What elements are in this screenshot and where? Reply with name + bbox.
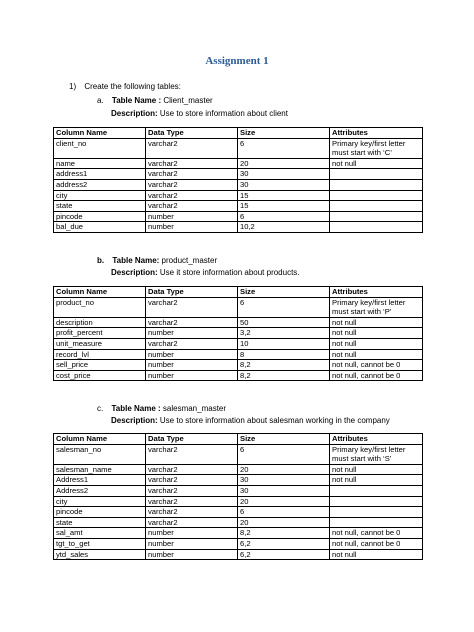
table-row [54,169,423,180]
intro-line [69,82,181,91]
table-row [54,317,423,328]
table-row [54,297,423,317]
table-cell: address1 [54,169,146,180]
table-row [54,222,423,233]
column-header: Size [238,434,330,445]
section-c-description [111,416,390,425]
table-cell: varchar2 [146,317,238,328]
table-cell: name [54,158,146,169]
table-cell: 3,2 [238,328,330,339]
table-cell: 6 [238,138,330,158]
description-label: Description: [111,416,158,425]
table-row [54,158,423,169]
table-cell: 10 [238,338,330,349]
table-cell: number [146,370,238,381]
column-header: Attributes [330,287,423,298]
table-cell: sell_price [54,360,146,371]
table-cell: city [54,496,146,507]
table-cell: 6 [238,444,330,464]
table-cell: not null, cannot be 0 [330,528,423,539]
table-cell: number [146,349,238,360]
table-cell: not null [330,475,423,486]
table-cell: number [146,328,238,339]
document-title: Assignment 1 [205,55,269,67]
table-row [54,360,423,371]
table-cell: Primary key/first letter must start with ‘P’ [330,297,423,317]
table-cell [330,517,423,528]
table-cell: address2 [54,179,146,190]
table-name-label: Table Name: [112,256,160,265]
table-cell: Primary key/first letter must start with ‘S’ [330,444,423,464]
table-cell: not null [330,158,423,169]
column-header: Data Type [146,287,238,298]
table-cell: 30 [238,169,330,180]
table-cell [330,211,423,222]
product-master-table [53,286,423,381]
table-row [54,179,423,190]
table-cell: varchar2 [146,496,238,507]
table-cell: 6,2 [238,549,330,560]
table-cell: varchar2 [146,169,238,180]
table-cell: varchar2 [146,464,238,475]
table-cell: state [54,517,146,528]
table-cell: city [54,190,146,201]
table-row [54,528,423,539]
table-cell: product_no [54,297,146,317]
table-cell: 20 [238,158,330,169]
column-header: Attributes [330,128,423,139]
table-cell: pincode [54,507,146,518]
table-cell: pincode [54,211,146,222]
table-name: Client_master [161,96,213,105]
table-row [54,485,423,496]
table-cell: tgt_to_get [54,538,146,549]
table-cell: number [146,222,238,233]
table-row [54,328,423,339]
table-cell: not null [330,328,423,339]
section-b-heading [97,256,217,265]
table-name: product_master [159,256,218,265]
table-cell [330,485,423,496]
table-cell: 20 [238,517,330,528]
table-cell [330,190,423,201]
table-cell: ytd_sales [54,549,146,560]
table-row [54,496,423,507]
table-row [54,138,423,158]
column-header: Attributes [330,434,423,445]
table-cell: 20 [238,496,330,507]
table-cell: varchar2 [146,297,238,317]
table-cell: 30 [238,475,330,486]
description-label: Description: [111,109,158,118]
table-cell: 50 [238,317,330,328]
table-cell: salesman_no [54,444,146,464]
client-master-table [53,127,423,233]
column-header: Size [238,287,330,298]
table-cell: 20 [238,464,330,475]
table-row [54,349,423,360]
section-a-heading [97,96,213,105]
table-cell: varchar2 [146,158,238,169]
table-cell [330,201,423,212]
table-cell: not null, cannot be 0 [330,370,423,381]
table-row [54,538,423,549]
table-cell: varchar2 [146,485,238,496]
section-letter: b. [97,256,105,265]
table-cell: varchar2 [146,201,238,212]
table-cell: record_lvl [54,349,146,360]
table-cell: 6 [238,211,330,222]
table-cell: number [146,360,238,371]
description-text: Use to store information about client [157,109,288,118]
column-header: Column Name [54,434,146,445]
section-c-heading [97,404,226,413]
table-cell: varchar2 [146,444,238,464]
column-header: Data Type [146,434,238,445]
table-cell: varchar2 [146,475,238,486]
table-cell: 10,2 [238,222,330,233]
table-row [54,211,423,222]
table-cell: Address1 [54,475,146,486]
table-name-label: Table Name : [111,96,162,105]
column-header: Column Name [54,128,146,139]
table-header-row [54,287,423,298]
table-cell: not null, cannot be 0 [330,538,423,549]
table-cell: salesman_name [54,464,146,475]
table-cell [330,507,423,518]
table-row [54,444,423,464]
table-cell: varchar2 [146,138,238,158]
table-row [54,370,423,381]
section-letter: a. [97,96,104,105]
table-cell: not null [330,317,423,328]
table-cell: not null [330,349,423,360]
table-cell: 15 [238,201,330,212]
table-header-row [54,434,423,445]
table-cell: varchar2 [146,507,238,518]
table-cell: state [54,201,146,212]
table-name: salesman_master [160,404,227,413]
table-cell: not null [330,549,423,560]
section-a-description [111,109,288,118]
description-label: Description: [111,268,158,277]
table-cell: varchar2 [146,190,238,201]
table-cell: 6 [238,507,330,518]
table-row [54,549,423,560]
table-cell: number [146,549,238,560]
table-row [54,475,423,486]
salesman-master-table [53,433,423,560]
table-cell: description [54,317,146,328]
table-cell: varchar2 [146,179,238,190]
table-cell: 30 [238,485,330,496]
table-cell: not null, cannot be 0 [330,360,423,371]
table-cell: 8,2 [238,528,330,539]
column-header: Size [238,128,330,139]
table-cell [330,179,423,190]
table-cell [330,169,423,180]
table-cell: varchar2 [146,517,238,528]
table-cell: 6,2 [238,538,330,549]
section-b-description [111,268,300,277]
table-cell: 8 [238,349,330,360]
column-header: Column Name [54,287,146,298]
table-row [54,507,423,518]
table-cell: unit_measure [54,338,146,349]
description-text: Use it store information about products. [157,268,300,277]
table-cell: number [146,538,238,549]
table-cell: bal_due [54,222,146,233]
table-header-row [54,128,423,139]
table-row [54,464,423,475]
table-cell: cost_price [54,370,146,381]
table-cell [330,496,423,507]
table-cell: 8,2 [238,360,330,371]
table-cell [330,222,423,233]
table-cell: 8,2 [238,370,330,381]
table-cell: not null [330,464,423,475]
description-text: Use to store information about salesman working in the company [157,416,390,425]
table-cell: 6 [238,297,330,317]
table-cell: client_no [54,138,146,158]
table-cell: profit_percent [54,328,146,339]
table-row [54,338,423,349]
section-letter: c. [97,404,104,413]
table-cell: not null [330,338,423,349]
table-cell: 30 [238,179,330,190]
table-row [54,517,423,528]
table-cell: Primary key/first letter must start with ‘C’ [330,138,423,158]
table-cell: Address2 [54,485,146,496]
table-cell: sal_amt [54,528,146,539]
table-cell: varchar2 [146,338,238,349]
column-header: Data Type [146,128,238,139]
table-row [54,201,423,212]
intro-number: 1) [69,82,77,91]
table-cell: number [146,528,238,539]
table-row [54,190,423,201]
table-name-label: Table Name : [111,404,161,413]
table-cell: 15 [238,190,330,201]
table-cell: number [146,211,238,222]
intro-text: Create the following tables: [84,82,181,91]
